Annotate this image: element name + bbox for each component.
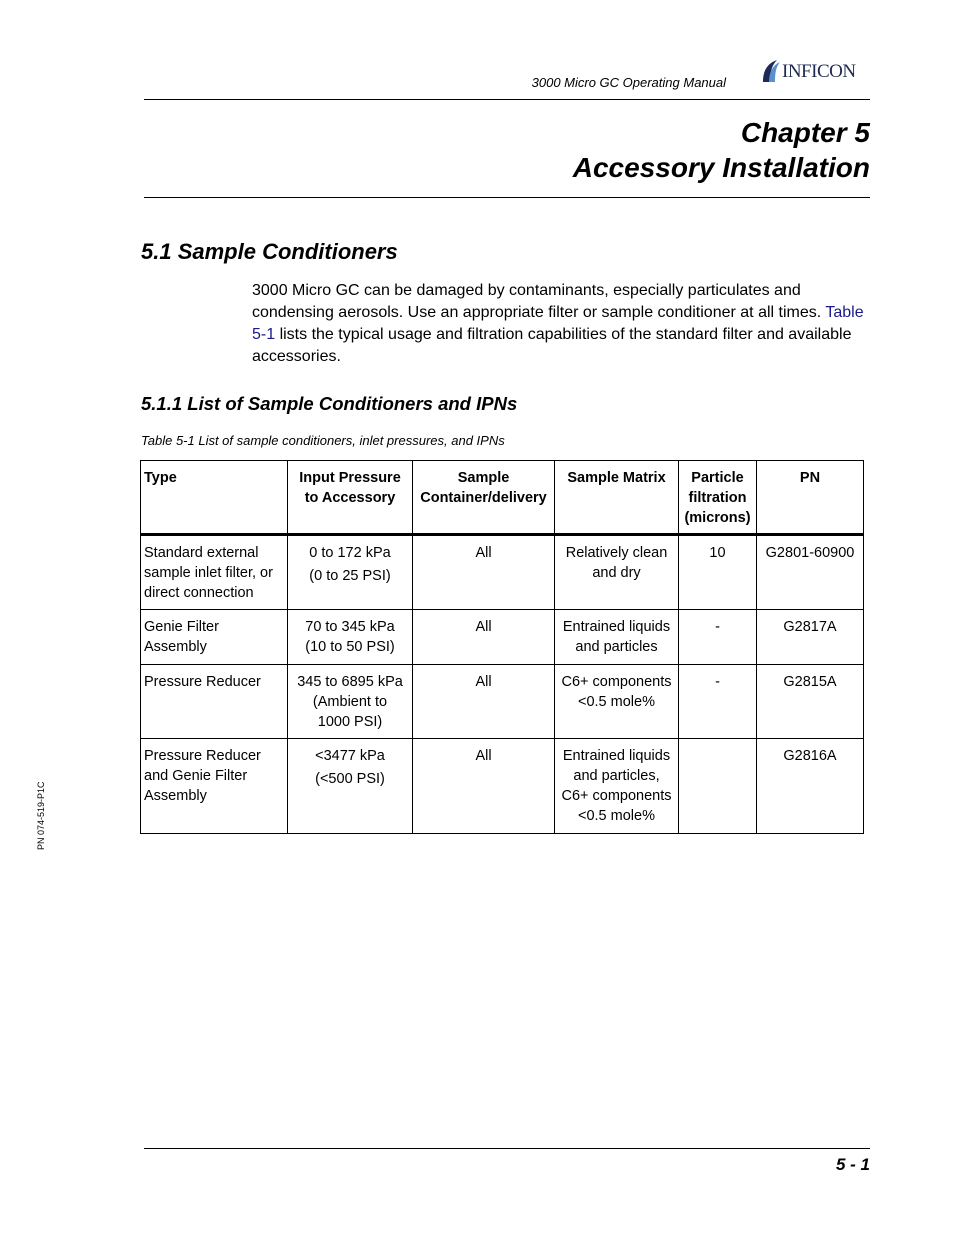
side-part-number-text: PN 074-519-P1C (36, 781, 46, 850)
chapter-title (573, 115, 870, 185)
header-input-pressure: Input Pressure to Accessory (288, 461, 413, 535)
page-number: 5 - 1 (835, 1155, 870, 1174)
table-caption: Table 5-1 List of sample conditioners, inlet pressures, and IPNs (141, 433, 505, 448)
cell-pn: G2815A (757, 665, 864, 739)
section-paragraph (252, 280, 877, 368)
cell-type: Pressure Reducer (141, 665, 288, 739)
cell-pn: G2816A (757, 739, 864, 834)
cell-pressure: 345 to 6895 kPa (Ambient to 1000 PSI) (288, 665, 413, 739)
cell-container: All (413, 610, 555, 665)
chapter-name: Accessory Installation (572, 152, 870, 183)
cell-matrix: Entrained liquids and particles (555, 610, 679, 665)
cell-container: All (413, 739, 555, 834)
cell-container: All (413, 665, 555, 739)
cell-particle: - (679, 610, 757, 665)
footer-rule (144, 1148, 870, 1149)
header-particle: Particle filtration (microns) (679, 461, 757, 535)
header-rule (144, 99, 870, 100)
manual-title: 3000 Micro GC Operating Manual (531, 75, 726, 90)
cell-particle: - (679, 665, 757, 739)
cell-pressure: 70 to 345 kPa (10 to 50 PSI) (288, 610, 413, 665)
header-pn: PN (757, 461, 864, 535)
subsection-heading: 5.1.1 List of Sample Conditioners and IPNs (141, 393, 518, 414)
cell-matrix: C6+ components <0.5 mole% (555, 665, 679, 739)
header-type: Type (141, 461, 288, 535)
table-row (141, 610, 864, 665)
cell-type: Genie Filter Assembly (141, 610, 288, 665)
table-row (141, 739, 864, 834)
cell-matrix: Relatively clean and dry (555, 535, 679, 610)
sample-conditioners-table (140, 460, 864, 834)
logo-wordmark: INFICON (782, 61, 856, 82)
table-reference-link[interactable]: Table 5-1 (252, 304, 864, 343)
cell-container: All (413, 535, 555, 610)
table-row (141, 535, 864, 610)
cell-pressure: <3477 kPa (<500 PSI) (288, 739, 413, 834)
chapter-rule (144, 197, 870, 198)
cell-pn: G2801-60900 (757, 535, 864, 610)
cell-particle (679, 739, 757, 834)
header-matrix: Sample Matrix (555, 461, 679, 535)
cell-matrix: Entrained liquids and particles, C6+ components <0.5 mole% (555, 739, 679, 834)
table-header-row (141, 461, 864, 535)
cell-type: Pressure Reducer and Genie Filter Assembly (141, 739, 288, 834)
paragraph-lead: 3000 Micro GC can be damaged by contaminants, especially particulates and condensing aerosols. Use an appropriate filter or sample conditioner at all times. (252, 282, 822, 321)
inficon-logo-icon (760, 58, 782, 84)
table-row (141, 665, 864, 739)
cell-type: Standard external sample inlet filter, or direct connection (141, 535, 288, 610)
cell-pn: G2817A (757, 610, 864, 665)
paragraph-tail: lists the typical usage and filtration capabilities of the standard filter and available accessories. (252, 326, 852, 365)
cell-pressure: 0 to 172 kPa (0 to 25 PSI) (288, 535, 413, 610)
cell-particle: 10 (679, 535, 757, 610)
header-container: Sample Container/delivery (413, 461, 555, 535)
section-heading: 5.1 Sample Conditioners (141, 239, 398, 264)
chapter-number: Chapter 5 (740, 117, 870, 148)
inficon-logo (760, 58, 874, 84)
